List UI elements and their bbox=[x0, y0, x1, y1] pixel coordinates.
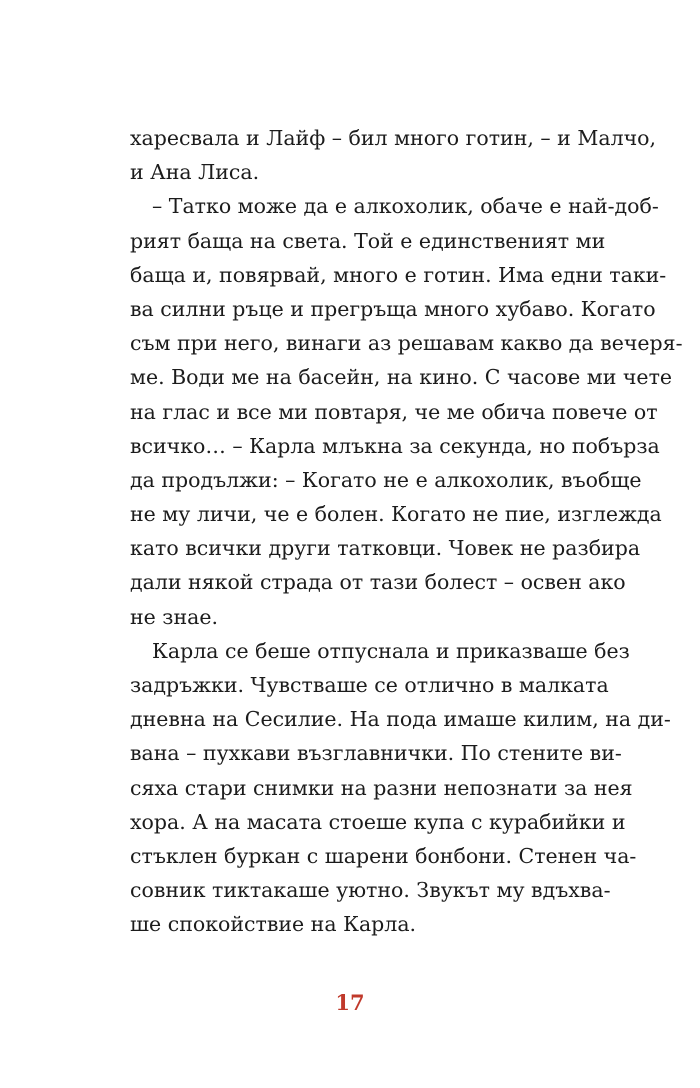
text-line: сяха стари снимки на разни непознати за нея bbox=[130, 775, 633, 800]
text-line: стъклен буркан с шарени бонбони. Стенен ча- bbox=[130, 843, 637, 868]
text-line: харесвала и Лайф – бил много готин, – и Малчо, bbox=[130, 126, 657, 150]
text-line: и Ана Лиса. bbox=[130, 160, 260, 185]
text-line: не знае. bbox=[130, 604, 219, 629]
text-line: всичко… – Карла млъкна за секунда, но побърза bbox=[130, 433, 660, 458]
text-line: ва силни ръце и прегръща много хубаво. Когато bbox=[130, 296, 656, 321]
text-line: ше спокойствие на Карла. bbox=[130, 912, 417, 937]
text-line: совник тиктакаше уютно. Звукът му вдъхва- bbox=[130, 878, 611, 903]
text-line: не му личи, че е болен. Когато не пие, изглежда bbox=[130, 502, 662, 527]
text-line: хора. А на масата стоеше купа с курабийки и bbox=[130, 809, 626, 834]
text-line: задръжки. Чувстваше се отлично в малката bbox=[130, 673, 609, 697]
text-line: дневна на Сесилие. На пода имаше килим, на ди- bbox=[130, 707, 671, 732]
text-line: дали някой страда от тази болест – освен ако bbox=[130, 570, 626, 595]
text-line: като всички други татковци. Човек не разбира bbox=[130, 536, 641, 561]
text-line: съм при него, винаги аз решавам какво да вечеря- bbox=[130, 331, 683, 356]
body-text bbox=[130, 121, 683, 942]
text-line: рият баща на света. Той е единственият ми bbox=[130, 228, 606, 253]
text-line: баща и, повярвай, много е готин. Има едни таки- bbox=[130, 262, 667, 287]
text-line: на глас и все ми повтаря, че ме обича повече от bbox=[130, 399, 658, 424]
page-number: 17 bbox=[335, 990, 365, 1015]
text-line: ме. Води ме на басейн, на кино. С часове ми чете bbox=[130, 365, 673, 390]
text-line: Карла се беше отпуснала и приказваше без bbox=[152, 638, 630, 663]
text-line: да продължи: – Когато не е алкохолик, въобще bbox=[130, 467, 642, 492]
text-line: – Татко може да е алкохолик, обаче е най-доб- bbox=[152, 194, 659, 219]
text-line: вана – пухкави възглавнички. По стените ви- bbox=[130, 741, 622, 766]
